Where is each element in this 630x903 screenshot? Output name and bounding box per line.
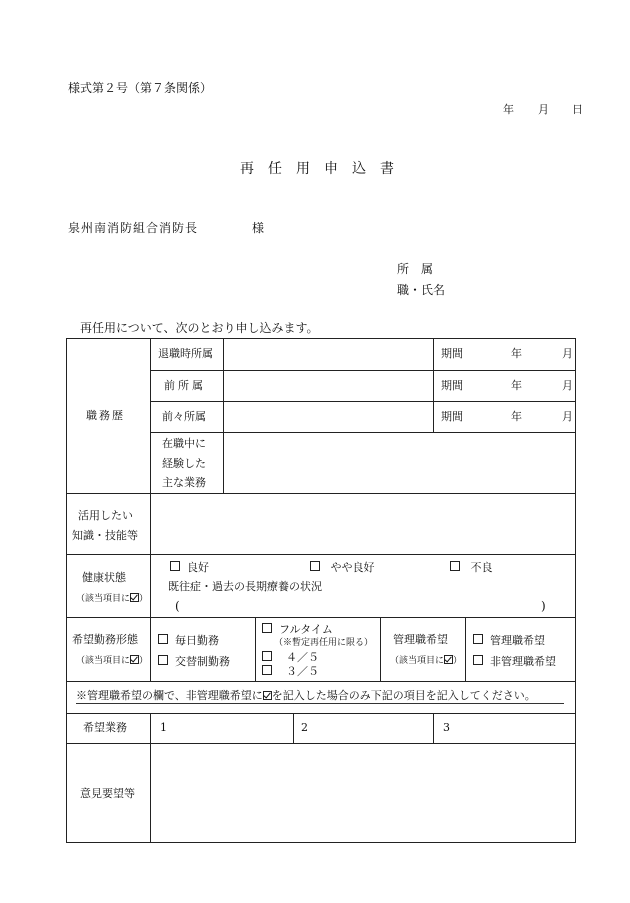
- main-work-label-line1: 在職中に: [162, 437, 206, 450]
- notice-text: ※管理職希望の欄で、非管理職希望に を記入した場合のみ下記の項目を記入してください。: [76, 689, 536, 702]
- skills-label-line1: 活用したい: [78, 509, 133, 522]
- management-note: （該当項目に ）: [390, 656, 463, 666]
- health-history-paren-close: ): [541, 599, 546, 613]
- checkbox-icon[interactable]: [310, 561, 320, 571]
- management-option-no[interactable]: 非管理職希望: [473, 655, 556, 667]
- checkbox-icon[interactable]: [170, 561, 180, 571]
- work-style-four-fifths[interactable]: ４／５: [262, 651, 319, 663]
- checkbox-icon[interactable]: [262, 651, 272, 661]
- month-label: 月: [562, 410, 573, 423]
- desired-work-label: 希望業務: [83, 721, 127, 734]
- date-month-label: 月: [538, 103, 549, 116]
- checkbox-icon[interactable]: [262, 665, 272, 675]
- work-style-note: （該当項目に ）: [76, 656, 149, 666]
- date-year-label: 年: [503, 103, 514, 116]
- health-option-good[interactable]: 良好: [170, 561, 209, 573]
- desired-work-number-3: 3: [443, 721, 450, 734]
- checkmark-icon: [130, 655, 139, 664]
- health-label: 健康状態: [82, 571, 126, 584]
- career-row-label: 前所属: [164, 379, 206, 392]
- checkmark-icon: [263, 691, 272, 700]
- checkbox-icon[interactable]: [473, 655, 483, 665]
- period-label: 期間: [441, 410, 463, 423]
- period-label: 期間: [441, 379, 463, 392]
- health-option-poor[interactable]: 不良: [450, 561, 493, 573]
- career-row-label: 退職時所属: [158, 347, 213, 360]
- health-option-fair[interactable]: やや良好: [310, 561, 375, 573]
- checkbox-icon[interactable]: [450, 561, 460, 571]
- addressee: 泉州南消防組合消防長: [68, 221, 199, 235]
- checkbox-icon[interactable]: [473, 634, 483, 644]
- work-style-label: 希望勤務形態: [72, 633, 138, 646]
- addressee-honorific: 様: [252, 221, 265, 235]
- health-note: （該当項目に ）: [76, 594, 149, 604]
- desired-work-number-1: 1: [160, 721, 167, 734]
- management-option-yes[interactable]: 管理職希望: [473, 634, 545, 646]
- opinions-label: 意見要望等: [80, 787, 135, 800]
- main-work-label-line3: 主な業務: [162, 476, 206, 489]
- year-label: 年: [511, 379, 522, 392]
- management-label: 管理職希望: [393, 633, 448, 646]
- health-history-paren-open: (: [175, 599, 180, 613]
- date-day-label: 日: [572, 103, 583, 116]
- checkbox-icon[interactable]: [158, 634, 168, 644]
- work-style-fulltime[interactable]: フルタイム: [262, 623, 333, 635]
- form-number: 様式第２号（第７条関係）: [68, 81, 213, 95]
- checkmark-icon: [444, 655, 453, 664]
- affiliation-label: 所 属: [397, 262, 434, 276]
- work-style-daily[interactable]: 毎日勤務: [158, 634, 219, 646]
- skills-label-line2: 知識・技能等: [72, 529, 138, 542]
- page-title: 再任用申込書: [240, 161, 408, 177]
- intro-text: 再任用について、次のとおり申し込みます。: [80, 321, 319, 335]
- main-work-label-line2: 経験した: [162, 457, 206, 470]
- year-label: 年: [511, 410, 522, 423]
- provisional-note: （※暫定再任用に限る）: [274, 638, 374, 648]
- career-row-label: 前々所属: [162, 410, 206, 423]
- period-label: 期間: [441, 347, 463, 360]
- desired-work-number-2: 2: [301, 721, 308, 734]
- health-history-label: 既往症・過去の長期療養の状況: [168, 580, 322, 593]
- position-name-label: 職・氏名: [397, 283, 446, 297]
- month-label: 月: [562, 379, 573, 392]
- checkbox-icon[interactable]: [158, 655, 168, 665]
- year-label: 年: [511, 347, 522, 360]
- checkmark-icon: [130, 593, 139, 602]
- work-style-three-fifths[interactable]: ３／５: [262, 665, 319, 677]
- month-label: 月: [562, 347, 573, 360]
- career-section-label: 職務歴: [86, 409, 125, 422]
- checkbox-icon[interactable]: [262, 623, 272, 633]
- work-style-shift[interactable]: 交替制勤務: [158, 655, 230, 667]
